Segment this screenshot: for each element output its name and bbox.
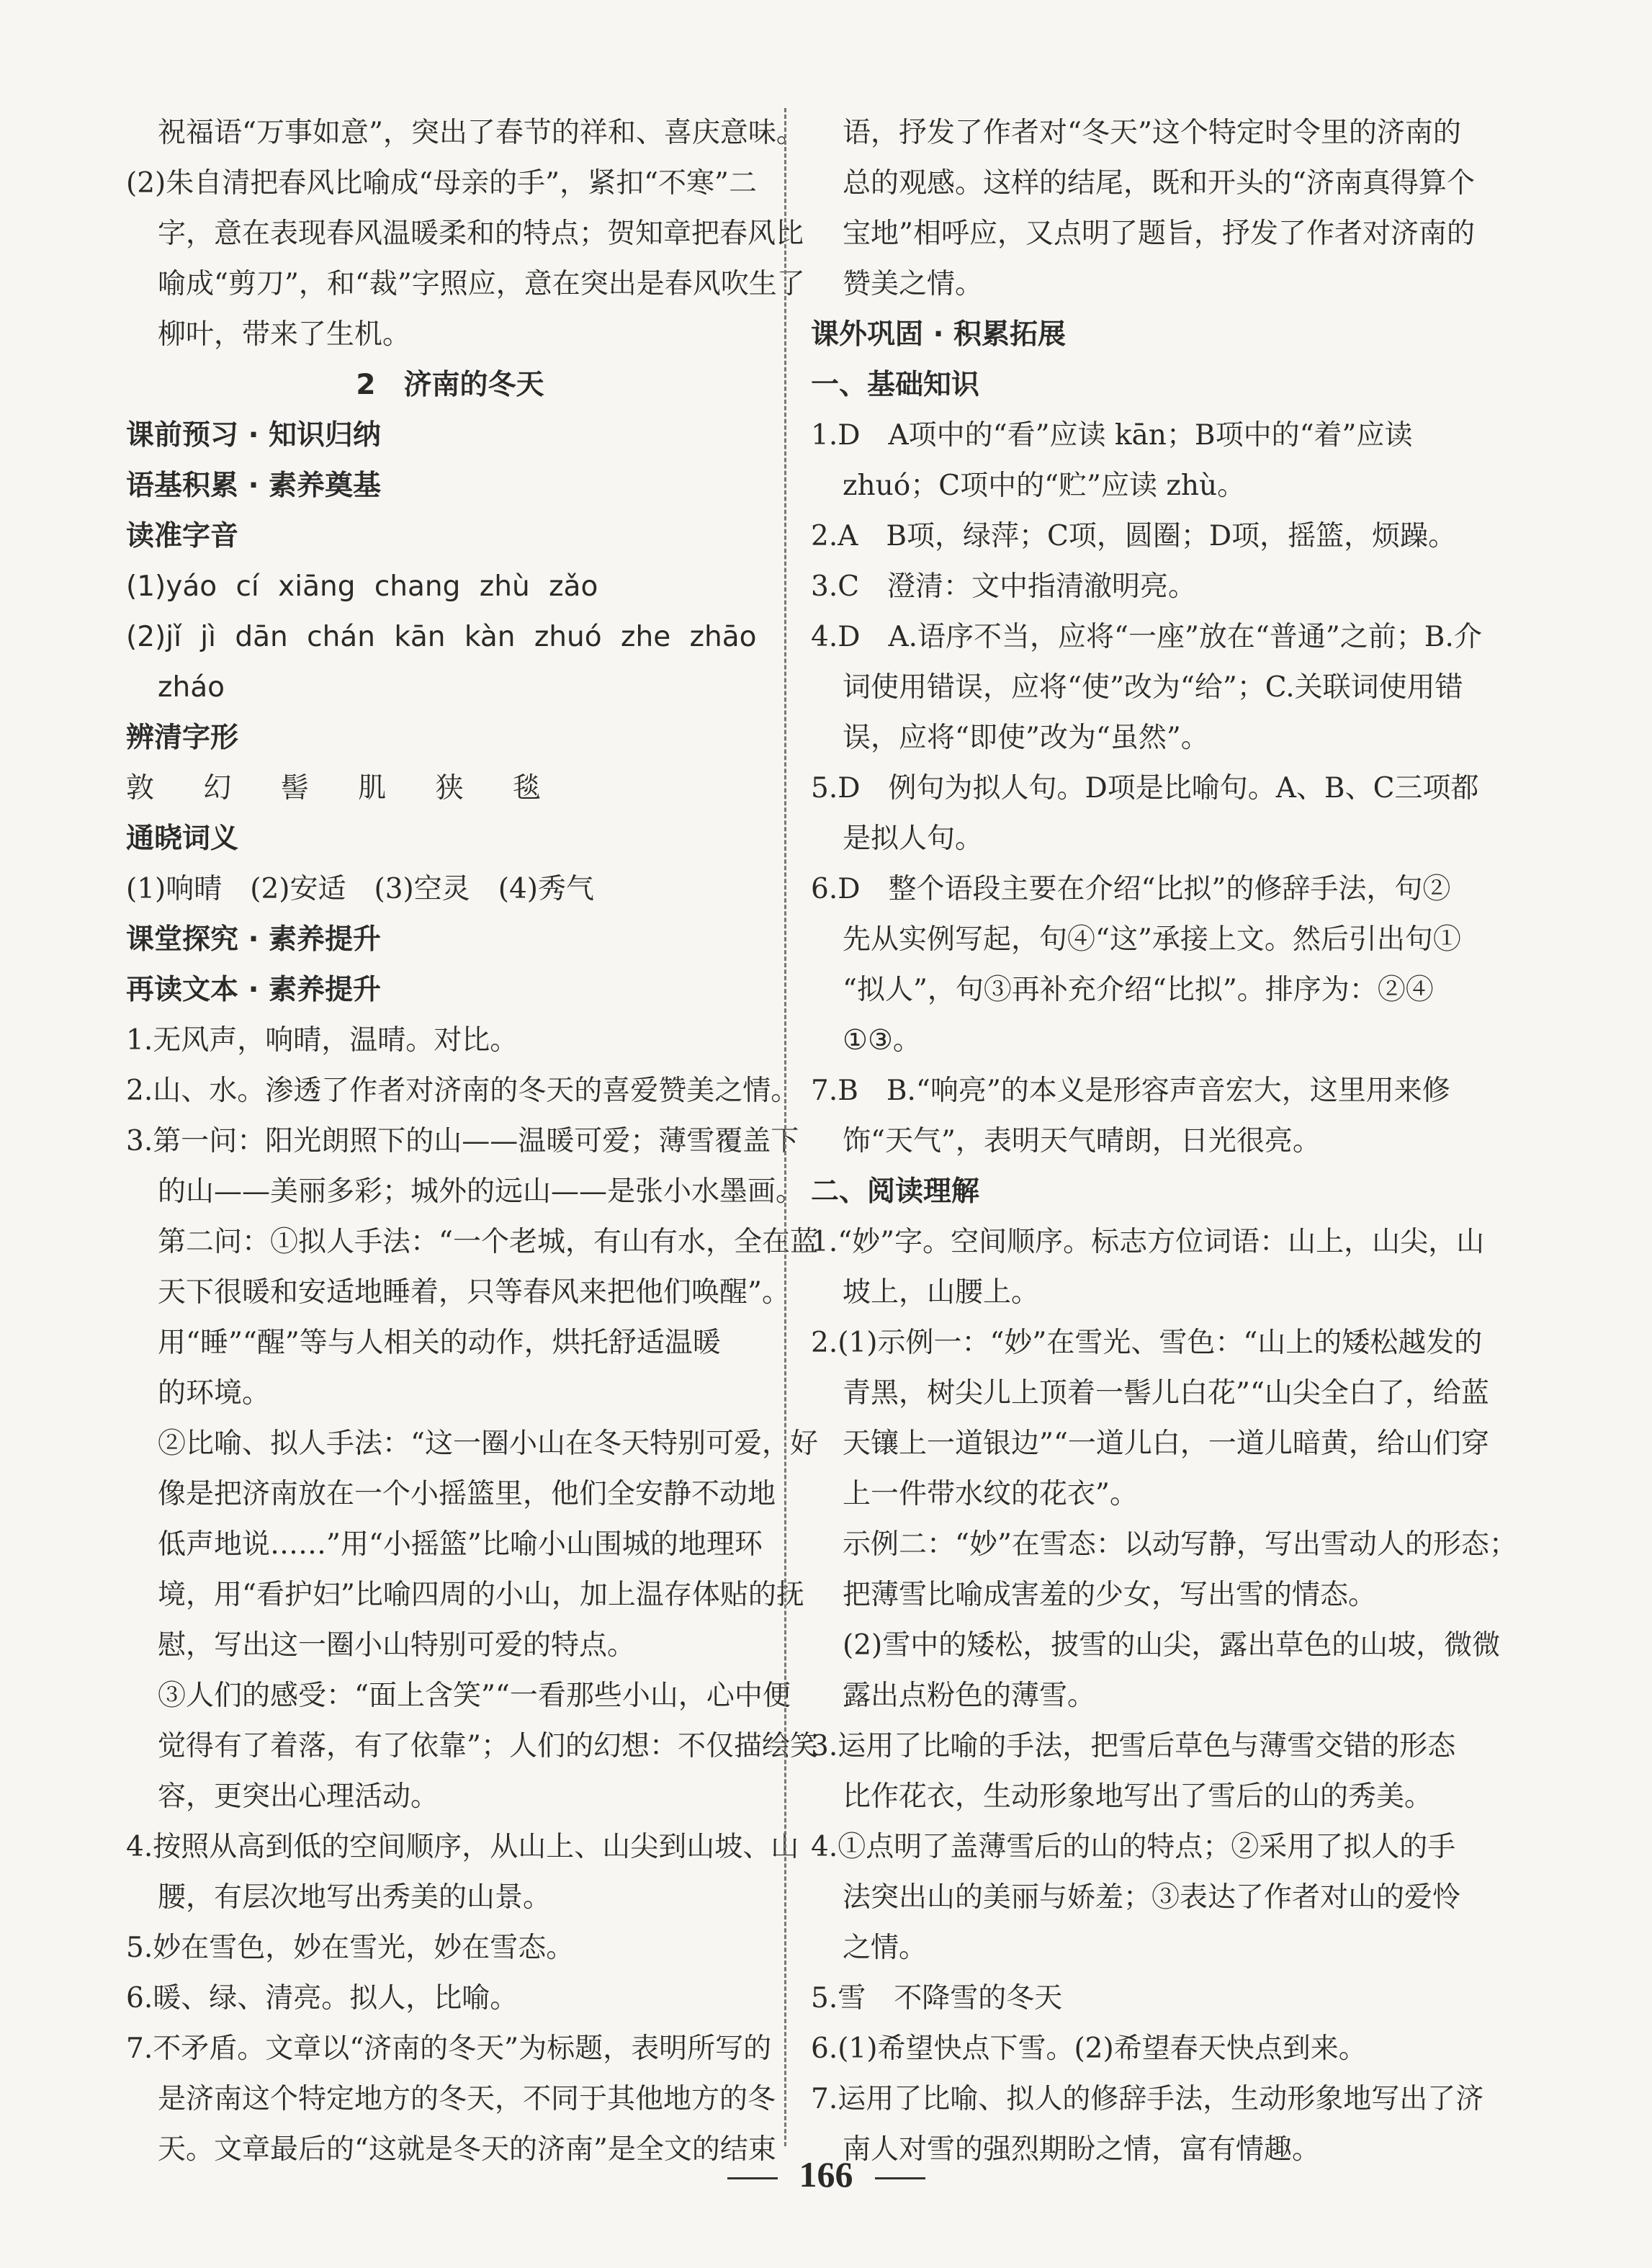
text-line: 宝地”相呼应，又点明了题旨，抒发了作者对济南的 [843,218,1475,250]
text-line: 5.妙在雪色，妙在雪光，妙在雪态。 [126,1932,575,1964]
text-line: 天镶上一道银边”“一道儿白，一道儿暗黄，给山们穿 [843,1427,1489,1460]
left-column [126,108,818,2175]
page-footer [0,2153,1652,2195]
text-line: 6.(1)希望快点下雪。(2)希望春天快点到来。 [811,2032,1367,2065]
text-line: 之情。 [843,1932,928,1964]
text-line: 总的观感。这样的结尾，既和开头的“济南真得算个 [843,167,1475,200]
text-line: 7.不矛盾。文章以“济南的冬天”为标题，表明所写的 [126,2032,772,2065]
text-line: 5.雪 不降雪的冬天 [811,1982,1063,2014]
text-line: 用“睡”“醒”等与人相关的动作，烘托舒适温暖 [158,1327,721,1359]
section-heading: 读准字音 [126,520,239,552]
text-line: 误，应将“即使”改为“虽然”。 [843,722,1209,754]
text-line: 赞美之情。 [843,268,984,300]
section-heading: 课堂探究 · 素养提升 [126,923,381,956]
text-line: 觉得有了着落，有了依靠”；人们的幻想：不仅描绘笑 [158,1730,818,1762]
text-line: 坡上，山腰上。 [843,1276,1040,1309]
text-line: ②比喻、拟人手法：“这一圈小山在冬天特别可爱，好 [158,1427,818,1460]
text-line: 1.“妙”字。空间顺序。标志方位词语：山上，山尖，山 [811,1226,1485,1258]
text-line: ①③。 [843,1024,921,1057]
text-line: 是拟人句。 [843,823,984,855]
right-column [811,108,1517,2175]
section-heading: 敦 幻 髻 肌 狭 毯 [126,772,561,804]
text-line: 腰，有层次地写出秀美的山景。 [158,1881,552,1914]
text-line: 第二问：①拟人手法：“一个老城，有山有水，全在蓝 [158,1226,818,1258]
text-line: 比作花衣，生动形象地写出了雪后的山的秀美。 [843,1780,1433,1813]
text-line: 1.D A项中的“看”应读 kān；B项中的“着”应读 [811,419,1413,452]
text-line: 7.运用了比喻、拟人的修辞手法，生动形象地写出了济 [811,2083,1484,2115]
text-line: 是济南这个特定地方的冬天，不同于其他地方的冬 [158,2083,776,2115]
text-line: 1.无风声，响晴，温晴。对比。 [126,1024,519,1057]
text-line: 祝福语“万事如意”，突出了春节的祥和、喜庆意味。 [158,117,804,149]
text-line: 2.(1)示例一：“妙”在雪光、雪色：“山上的矮松越发的 [811,1327,1483,1359]
text-line: 4.D A.语序不当，应将“一座”放在“普通”之前；B.介 [811,621,1482,653]
section-heading: 课前预习 · 知识归纳 [126,419,381,452]
text-line: 慰，写出这一圈小山特别可爱的特点。 [158,1629,636,1662]
text-line: 露出点粉色的薄雪。 [843,1680,1096,1712]
section-heading: 语基积累 · 素养奠基 [126,470,381,502]
text-line: 4.①点明了盖薄雪后的山的特点；②采用了拟人的手 [811,1831,1456,1863]
text-line: 7.B B.“响亮”的本义是形容声音宏大，这里用来修 [811,1075,1450,1107]
text-line: ③人们的感受：“面上含笑”“一看那些小山，心中便 [158,1680,791,1712]
section-heading: 2 济南的冬天 [356,369,544,401]
footer-dash-right [875,2177,925,2179]
text-line: 4.按照从高到低的空间顺序，从山上、山尖到山坡、山 [126,1831,799,1863]
section-heading: 辨清字形 [126,722,239,754]
section-heading: 二、阅读理解 [811,1175,980,1208]
text-line: 天。文章最后的“这就是冬天的济南”是全文的结束 [158,2133,776,2166]
text-line: 3.运用了比喻的手法，把雪后草色与薄雪交错的形态 [811,1730,1456,1762]
text-line: (2)jǐ jì dān chán kān kàn zhuó zhe zhāo [126,621,757,653]
section-heading: 再读文本 · 素养提升 [126,974,381,1006]
text-line: 2.山、水。渗透了作者对济南的冬天的喜爱赞美之情。 [126,1075,799,1107]
text-line: “拟人”，句③再补充介绍“比拟”。排序为：②④ [843,974,1434,1006]
text-line: (2)雪中的矮松，披雪的山尖，露出草色的山坡，微微 [843,1629,1501,1662]
text-line: 把薄雪比喻成害羞的少女，写出雪的情态。 [843,1579,1377,1611]
text-line: 5.D 例句为拟人句。D项是比喻句。A、B、C三项都 [811,772,1479,804]
section-heading: 一、基础知识 [811,369,980,401]
text-line: (1)yáo cí xiāng chang zhù zǎo [126,570,598,603]
text-line: 6.暖、绿、清亮。拟人，比喻。 [126,1982,519,2014]
footer-dash-left [727,2177,778,2179]
text-line: 语，抒发了作者对“冬天”这个特定时令里的济南的 [843,117,1461,149]
text-line: 容，更突出心理活动。 [158,1780,439,1813]
text-line: 饰“天气”，表明天气晴朗，日光很亮。 [843,1125,1321,1157]
text-line: 字，意在表现春风温暖柔和的特点；贺知章把春风比 [158,218,804,250]
page-number: 166 [799,2154,853,2195]
text-line: 词使用错误，应将“使”改为“给”；C.关联词使用错 [843,671,1463,704]
text-line: 示例二：“妙”在雪态：以动写静，写出雪动人的形态； [843,1528,1517,1561]
text-line: (1)响晴 (2)安适 (3)空灵 (4)秀气 [126,873,594,905]
text-line: 6.D 整个语段主要在介绍“比拟”的修辞手法，句② [811,873,1451,905]
text-line: 南人对雪的强烈期盼之情，富有情趣。 [843,2133,1321,2166]
text-line: 法突出山的美丽与娇羞；③表达了作者对山的爱怜 [843,1881,1461,1914]
text-line: 喻成“剪刀”，和“裁”字照应，意在突出是春风吹生了 [158,268,805,300]
section-heading: 通晓词义 [126,823,239,855]
text-line: 的山——美丽多彩；城外的远山——是张小水墨画。 [158,1175,804,1208]
text-line: 的环境。 [158,1377,271,1409]
text-line: 低声地说……”用“小摇篮”比喻小山围城的地理环 [158,1528,763,1561]
text-line: zháo [158,671,225,704]
text-line: 柳叶，带来了生机。 [158,318,411,351]
text-line: 3.C 澄清：文中指清澈明亮。 [811,570,1197,603]
text-line: (2)朱自清把春风比喻成“母亲的手”，紧扣“不寒”二 [126,167,757,200]
text-line: 先从实例写起，句④“这”承接上文。然后引出句① [843,923,1461,956]
column-divider [784,108,786,2146]
text-line: 上一件带水纹的花衣”。 [843,1478,1138,1510]
text-line: 天下很暖和安适地睡着，只等春风来把他们唤醒”。 [158,1276,790,1309]
text-line: 2.A B项，绿萍；C项，圆圈；D项，摇篮，烦躁。 [811,520,1457,552]
text-line: zhuó；C项中的“贮”应读 zhù。 [843,470,1246,502]
text-line: 像是把济南放在一个小摇篮里，他们全安静不动地 [158,1478,776,1510]
text-line: 青黑，树尖儿上顶着一髻儿白花”“山尖全白了，给蓝 [843,1377,1489,1409]
text-line: 3.第一问：阳光朗照下的山——温暖可爱；薄雪覆盖下 [126,1125,799,1157]
text-line: 境，用“看护妇”比喻四周的小山，加上温存体贴的抚 [158,1579,804,1611]
section-heading: 课外巩固 · 积累拓展 [811,318,1066,351]
